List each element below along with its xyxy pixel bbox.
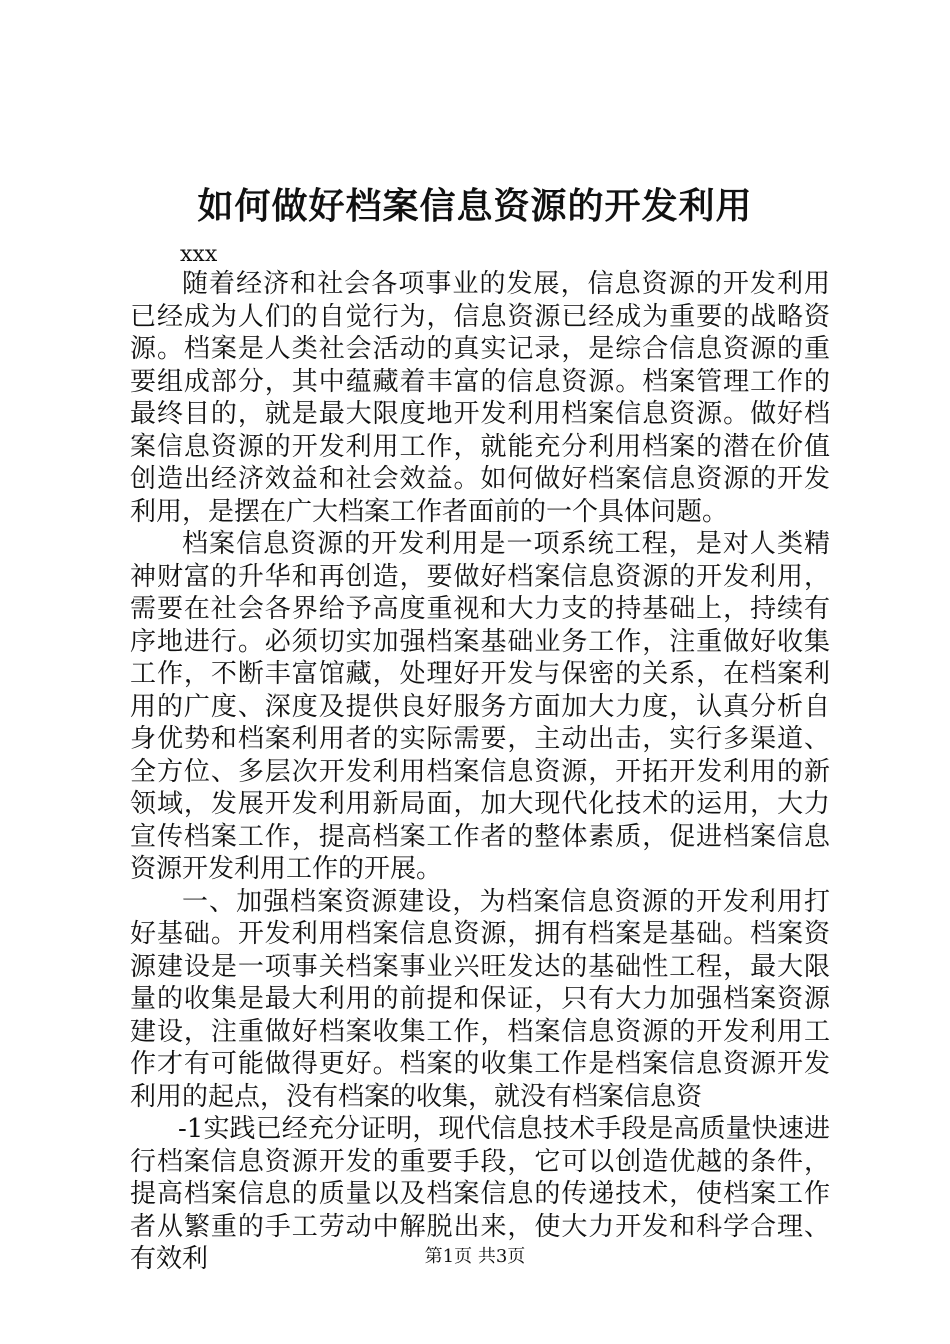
document-title: 如何做好档案信息资源的开发利用: [197, 185, 753, 227]
paragraph-overview: 档案信息资源的开发利用是一项系统工程，是对人类精神财富的升华和再创造，要做好档案信息资源的开发利用，需要在社会各界给予高度重视和大力支的持基础上，持续有序地进行。必须切实加强档案基础业务工作，注重做好收集工作，不断丰富馆藏，处理好开发与保密的关系，在档案利用的广度、深度及提供良好服务方面加大力度，认真分析自身优势和档案利用者的实际需要，主动出击，实行多渠道、全方位、多层次开发利用档案信息资源，开拓开发利用的新领域，发展开发利用新局面，加大现代化技术的运用，大力宣传档案工作，提高档案工作者的整体素质，促进档案信息资源开发利用工作的开展。: [130, 529, 830, 884]
paragraph-continued: -1实践已经充分证明，现代信息技术手段是高质量快速进行档案信息资源开发的重要手段，它可以创造优越的条件，提高档案信息的质量以及档案信息的传递技术，使档案工作者从繁重的手工劳动中解脱出来，使大力开发和科学合理、有效利: [130, 1114, 830, 1274]
paragraph-intro: 随着经济和社会各项事业的发展，信息资源的开发利用已经成为人们的自觉行为，信息资源已经成为重要的战略资源。档案是人类社会活动的真实记录，是综合信息资源的重要组成部分，其中蕴藏着丰富的信息资源。档案管理工作的最终目的，就是最大限度地开发利用档案信息资源。做好档案信息资源的开发利用工作，就能充分利用档案的潜在价值创造出经济效益和社会效益。如何做好档案信息资源的开发利用，是摆在广大档案工作者面前的一个具体问题。: [130, 269, 830, 527]
paragraph-section-one: 一、加强档案资源建设，为档案信息资源的开发利用打好基础。开发利用档案信息资源，拥有档案是基础。档案资源建设是一项事关档案事业兴旺发达的基础性工程，最大限量的收集是最大利用的前提和保证，只有大力加强档案资源建设，注重做好档案收集工作，档案信息资源的开发利用工作才有可能做得更好。档案的收集工作是档案信息资源开发利用的起点，没有档案的收集，就没有档案信息资: [130, 886, 830, 1112]
page-footer: 第1页 共3页: [424, 1246, 526, 1267]
document-body: [130, 268, 830, 1276]
document-author: xxx: [180, 242, 218, 267]
